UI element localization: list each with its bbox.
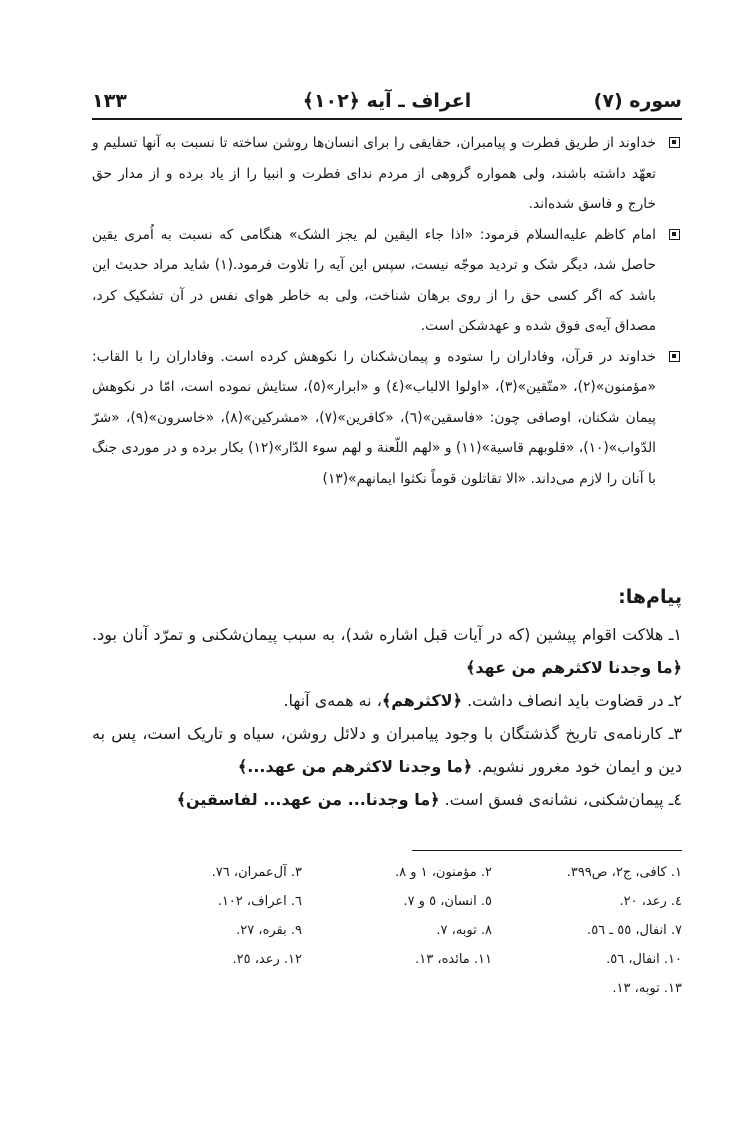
square-bullet-icon xyxy=(669,229,680,240)
note-text: خداوند در قرآن، وفاداران را ستوده و پیمان‌شکنان را نکوهش کرده است. وفاداران را با القاب: «مؤمنون»(٢)، «متّقین»(٣)، «اولوا الالباب»(٤) و «ابرار»(٥)، ستایش نموده است، امّا در نکوهش پیمان شکنان، اوصافی چون: «فاسقین»(٦)، «کافرین»(٧)، «مشرکین»(٨)، «خاسرون»(٩)، «شرّ الدّواب»(١٠)، «قلوبهم قاسیة»(١١) و «لهم اللّعنة و لهم سوء الدّار»(١٢) بکار برده و در موردی جنگ با آنان را لازم می‌داند. «الا تقاتلون قوماً نکثوا ایمانهم»(١٣) xyxy=(92,348,657,487)
footnote: ١٣. توبه، ١٣. xyxy=(612,981,682,996)
note-text: امام کاظم علیه‌السلام فرمود: «اذا جاء الیقین لم یجز الشک» هنگامی که نسبت به اُمری یقین حاصل شد، دیگر شک و تردید موجّه نیست، سپس این آیه را تلاوت فرمود.(١) شاید مراد حدیث این باشد که اگر کسی حق را از روی برهان شناخت، ولی به خاطر هوای نفس در آن تشکیک کرد، مصداق آیه‌ی فوق شده و عهدشکن است. xyxy=(92,226,656,334)
footnote-row xyxy=(92,945,682,974)
footnote-row xyxy=(92,916,682,945)
lesson-text: ٣ـ کارنامه‌ی تاریخ گذشتگان با وجود پیامبران و دلائل روشن، سیاه و تاریک است، پس به دین و ایمان خود مغرور نشویم. xyxy=(92,724,682,776)
footnote-divider xyxy=(412,850,682,851)
header-divider xyxy=(92,118,682,120)
lesson-item xyxy=(92,783,682,816)
page-header xyxy=(92,88,682,114)
footnote-row xyxy=(92,858,682,887)
lesson-text: ٢ـ در قضاوت باید انصاف داشت. xyxy=(467,691,682,710)
lesson-item xyxy=(92,717,682,783)
footnote: ١٢. رعد، ٢٥. xyxy=(232,952,302,967)
lesson-item xyxy=(92,684,682,717)
verse-reference: اعراف ـ آیه ﴿١٠٢﴾ xyxy=(302,90,472,112)
square-bullet-icon xyxy=(669,351,680,362)
page-number: ١٣٣ xyxy=(92,90,127,112)
footnote-row xyxy=(92,887,682,916)
footnotes-section xyxy=(92,858,682,1003)
note-item xyxy=(92,128,682,220)
quran-quote: ﴿ما وجدنا لاکثرهم من عهد...﴾ xyxy=(237,757,473,776)
quran-quote: ﴿ما وجدنا... من عهد... لفاسقین﴾ xyxy=(176,790,440,809)
note-text: خداوند از طریق فطرت و پیامبران، حقایقی را برای انسان‌ها روشن ساخته تا نسبت به آنها تسلیم و تعهّد داشته باشند، ولی همواره گروهی از مردم ندای فطرت و انبیا را از یاد برده و از مدار حق خارج و فاسق شده‌اند. xyxy=(92,135,656,212)
footnote: ٥. انسان، ٥ و ٧. xyxy=(403,894,492,909)
footnote: ٨. توبه، ٧. xyxy=(436,923,492,938)
lesson-text: ١ـ هلاکت اقوام پیشین (که در آیات قبل اشاره شد)، به سبب پیمان‌شکنی و تمرّد آنان بود. xyxy=(92,625,682,644)
footnote: ٩. بقره، ٢٧. xyxy=(236,923,302,938)
footnote: ٧. انفال، ٥٥ ـ ٥٦. xyxy=(587,923,682,938)
footnote: ١٠. انفال، ٥٦. xyxy=(606,952,682,967)
square-bullet-icon xyxy=(669,137,680,148)
footnote: ٤. رعد، ٢٠. xyxy=(619,894,682,909)
footnote: ١١. مائده، ١٣. xyxy=(415,952,492,967)
sura-title: سوره (٧) xyxy=(593,90,682,112)
lessons-heading: پیام‌ها: xyxy=(618,586,682,608)
footnote: ٦. اعراف، ١٠٢. xyxy=(217,894,302,909)
quran-quote: ﴿لاکثرهم﴾ xyxy=(381,691,462,710)
footnote: ١. کافی، ج٢، ص٣٩٩. xyxy=(566,865,682,880)
lessons-section xyxy=(92,580,682,816)
lesson-item xyxy=(92,618,682,684)
lesson-text: ٤ـ پیمان‌شکنی، نشانه‌ی فسق است. xyxy=(444,790,682,809)
lesson-tail: ، نه همه‌ی آنها. xyxy=(283,691,382,710)
footnote: ٣. آل‌عمران، ٧٦. xyxy=(211,865,302,880)
footnote: ٢. مؤمنون، ١ و ٨. xyxy=(394,865,492,880)
quran-quote: ﴿ما وجدنا لاکثرهم من عهد﴾ xyxy=(465,658,682,677)
note-item xyxy=(92,342,682,495)
notes-section xyxy=(92,128,682,494)
footnote-row xyxy=(92,974,682,1003)
note-item xyxy=(92,220,682,342)
